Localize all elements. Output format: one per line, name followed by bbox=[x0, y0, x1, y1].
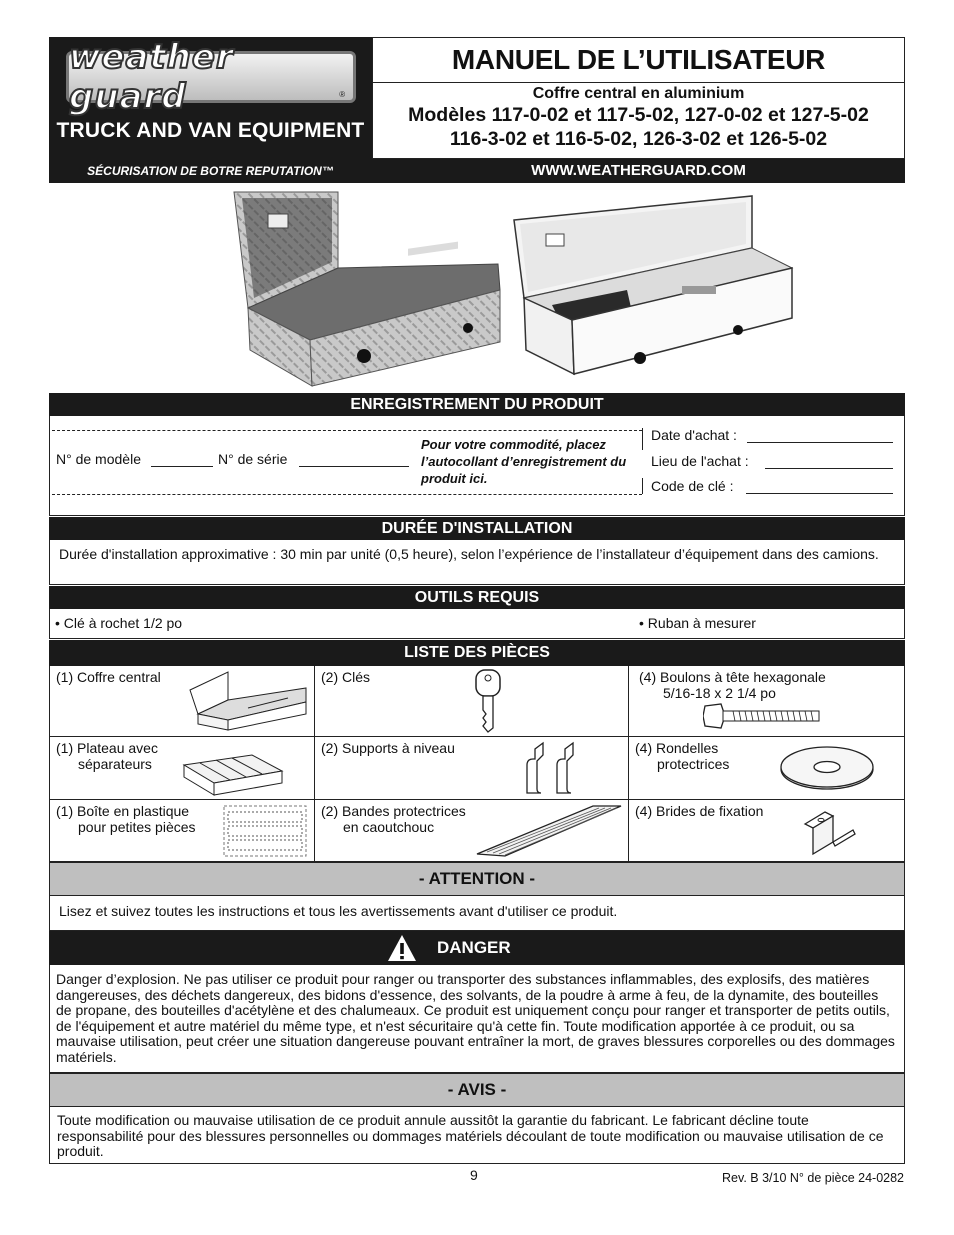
serial-number-field[interactable] bbox=[299, 466, 409, 467]
tool-item-ratchet: • Clé à rochet 1/2 po bbox=[55, 615, 183, 631]
website-link[interactable]: WWW.WEATHERGUARD.COM bbox=[372, 159, 905, 183]
part-tray-dividers bbox=[50, 737, 315, 800]
plastic-box-icon bbox=[222, 804, 308, 858]
purchase-place-field[interactable] bbox=[765, 468, 893, 469]
part-label-detail: en caoutchouc bbox=[343, 818, 435, 835]
part-rubber-strips bbox=[315, 800, 629, 862]
part-plastic-box bbox=[50, 800, 315, 862]
notice-text: Toute modification ou mauvaise utilisation de ce produit annule aussitôt la garantie du fabricant. Le fabricant décline toute responsabilité pour des blessures personnelles ou dommages matériels découlant de toute modification ou mauvaise utilisation de ce produit. bbox=[57, 1112, 884, 1159]
part-label: (2) Bandes protectrices bbox=[321, 803, 466, 819]
attention-section bbox=[49, 896, 905, 931]
attention-text: Lisez et suivez toutes les instructions et tous les avertissements avant d'utiliser ce produit. bbox=[59, 903, 618, 919]
hex-bolt-icon bbox=[703, 702, 823, 730]
part-level-supports bbox=[315, 737, 629, 800]
notice-heading: - AVIS - bbox=[49, 1073, 905, 1107]
support-bracket-icon bbox=[521, 739, 583, 795]
serial-number-label: N° de série bbox=[218, 451, 288, 467]
manual-title-box bbox=[372, 37, 905, 83]
brand-tagline: TRUCK AND VAN EQUIPMENT bbox=[56, 119, 365, 142]
part-mounting-clamps bbox=[629, 800, 904, 862]
part-label: (4) Rondelles bbox=[635, 740, 719, 756]
model-number-label: N° de modèle bbox=[56, 451, 141, 467]
notice-section bbox=[49, 1107, 905, 1164]
logo-registered-mark: ® bbox=[339, 90, 345, 99]
model-numbers-line-1: Modèles 117-0-02 et 117-5-02, 127-0-02 et 127-5-02 bbox=[408, 104, 869, 126]
part-label: (2) Supports à niveau bbox=[321, 740, 455, 756]
purchase-date-field[interactable] bbox=[747, 442, 893, 443]
warning-triangle-icon bbox=[387, 934, 417, 962]
key-code-field[interactable] bbox=[746, 493, 893, 494]
aluminum-toolbox-photo bbox=[228, 190, 508, 390]
weather-guard-logo bbox=[66, 37, 356, 117]
part-label: (4) Boulons à tête hexagonale bbox=[639, 669, 826, 685]
registration-heading: ENREGISTREMENT DU PRODUIT bbox=[49, 393, 905, 416]
part-center-box bbox=[50, 666, 315, 737]
product-subtitle: Coffre central en aluminium bbox=[532, 85, 745, 102]
part-label-detail: séparateurs bbox=[78, 755, 152, 772]
part-label: (1) Coffre central bbox=[56, 669, 161, 685]
sticker-area-top-dash bbox=[52, 430, 642, 431]
key-icon bbox=[473, 668, 503, 734]
model-number-field[interactable] bbox=[151, 466, 213, 467]
key-code-label: Code de clé : bbox=[651, 478, 734, 494]
danger-section bbox=[49, 965, 905, 1073]
part-hex-bolts bbox=[629, 666, 904, 737]
danger-heading: DANGER bbox=[437, 938, 511, 957]
sticker-area-bottom-dash bbox=[52, 494, 642, 495]
clamp-icon bbox=[801, 804, 859, 858]
page-title: MANUEL DE L’UTILISATEUR bbox=[451, 44, 826, 75]
part-keys bbox=[315, 666, 629, 737]
tool-item-tape-measure: • Ruban à mesurer bbox=[639, 615, 756, 631]
install-time-text: Durée d'installation approximative : 30 min par unité (0,5 heure), selon l’expérience de l’installateur d’équipement dans des camions. bbox=[59, 546, 879, 562]
part-label: (2) Clés bbox=[321, 669, 371, 685]
brand-logo-block bbox=[49, 37, 372, 159]
center-box-icon bbox=[188, 670, 310, 732]
part-label: (1) Plateau avec bbox=[56, 740, 158, 756]
part-washers bbox=[629, 737, 904, 800]
install-time-section bbox=[49, 540, 905, 585]
page-number: 9 bbox=[470, 1167, 478, 1183]
part-label: (1) Boîte en plastique bbox=[56, 803, 190, 819]
brand-slogan: SÉCURISATION DE BOTRE REPUTATION™ bbox=[49, 159, 372, 183]
rubber-strip-icon bbox=[475, 802, 623, 860]
model-numbers-line-2: 116-3-02 et 116-5-02, 126-3-02 et 126-5-02 bbox=[449, 128, 828, 150]
purchase-date-label: Date d'achat : bbox=[651, 427, 737, 443]
sticker-placement-note: Pour votre commodité, placez l’autocollant d’enregistrement du produit ici. bbox=[421, 437, 627, 486]
logo-text: weather guard bbox=[69, 37, 234, 117]
revision-part-number: Rev. B 3/10 N° de pièce 24-0282 bbox=[722, 1171, 904, 1185]
danger-text: Danger d’explosion. Ne pas utiliser ce produit pour ranger ou transporter des substances inflammables, des explosifs, des matières dangereuses, des déchets dangereux, des bidons d'essence, des solvants, de la poudre à arme à feu, de la dynamite, des bouteilles de propane, des bouteilles d'acétylène et des chalumeaux. Ce produit est uniquement conçu pour ranger et transporter de petits outils, de l'équipement et autre matériel du même type, et n'est sécuritaire qu'à cette fin. Toute modification apportée à ce produit, ou sa mauvaise utilisation, peut créer une situation dangereuse pouvant entraîner la mort, de graves blessures corporelles ou des dommages matériels. bbox=[56, 971, 895, 1065]
install-time-heading: DURÉE D'INSTALLATION bbox=[49, 517, 905, 540]
tools-section bbox=[49, 609, 905, 639]
registration-section bbox=[49, 416, 905, 516]
washer-icon bbox=[777, 741, 877, 795]
parts-grid bbox=[49, 666, 905, 862]
purchase-place-label: Lieu de l'achat : bbox=[651, 453, 749, 469]
danger-heading-bar bbox=[49, 931, 905, 965]
tools-heading: OUTILS REQUIS bbox=[49, 586, 905, 609]
attention-heading: - ATTENTION - bbox=[49, 862, 905, 896]
part-label-detail: 5/16-18 x 2 1/4 po bbox=[663, 684, 776, 701]
parts-list-heading: LISTE DES PIÈCES bbox=[49, 640, 905, 666]
product-subtitle-box bbox=[372, 82, 905, 159]
white-toolbox-photo bbox=[512, 190, 797, 378]
part-label-detail: pour petites pièces bbox=[78, 818, 196, 835]
part-label-detail: protectrices bbox=[657, 755, 730, 772]
part-label: (4) Brides de fixation bbox=[635, 803, 764, 819]
tray-icon bbox=[182, 751, 284, 797]
